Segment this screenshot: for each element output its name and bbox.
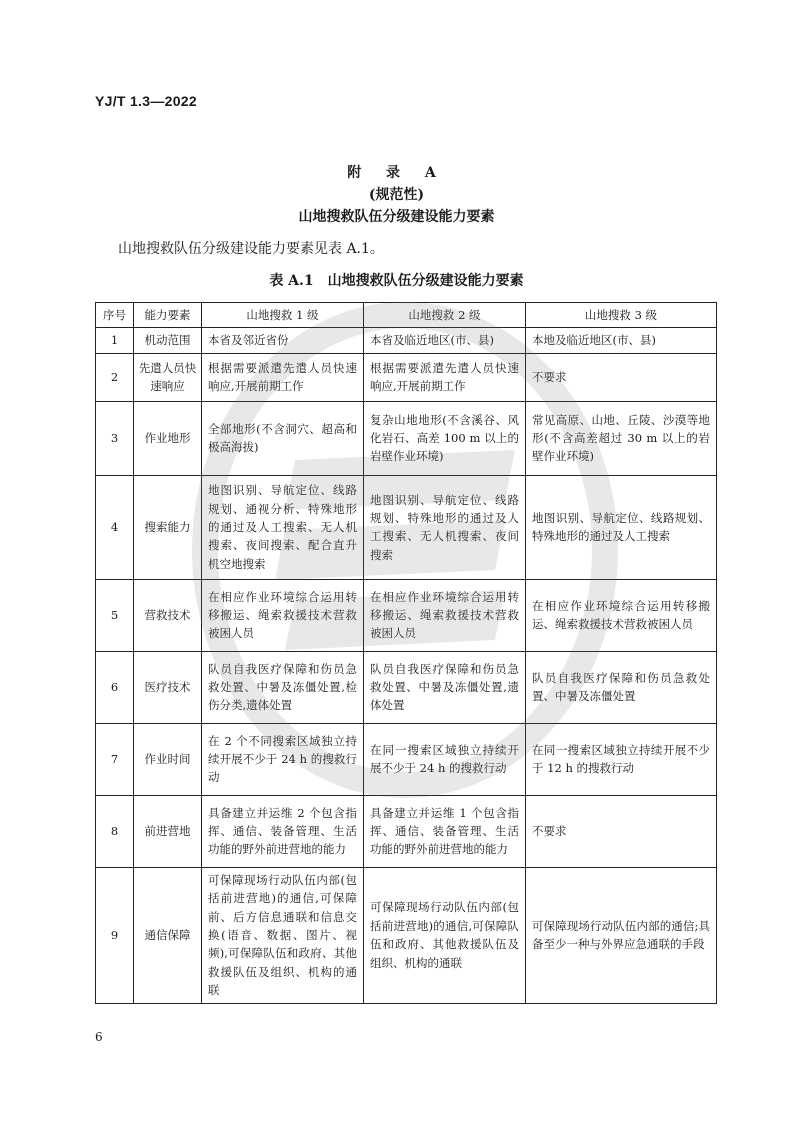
- row-element: 先遣人员快速响应: [134, 353, 202, 401]
- table-row: [96, 353, 717, 401]
- table-row: [96, 651, 717, 723]
- row-element: 前进营地: [134, 795, 202, 867]
- row-level1: 全部地形(不含洞穴、超高和极高海拔): [202, 401, 364, 475]
- row-level1: 队员自我医疗保障和伤员急救处置、中暑及冻僵处置,检伤分类,遗体处置: [202, 651, 364, 723]
- row-level3: 在相应作业环境综合运用转移搬运、绳索救援技术营救被困人员: [526, 579, 717, 651]
- row-level2: 地图识别、导航定位、线路规划、特殊地形的通过及人工搜索、无人机搜索、夜间搜索: [364, 475, 526, 579]
- row-level1: 在相应作业环境综合运用转移搬运、绳索救援技术营救被困人员: [202, 579, 364, 651]
- row-element: 搜索能力: [134, 475, 202, 579]
- row-element: 机动范围: [134, 328, 202, 353]
- row-element: 医疗技术: [134, 651, 202, 723]
- table-row: [96, 579, 717, 651]
- row-no: 6: [96, 651, 134, 723]
- row-level1: 具备建立并运维 2 个包含指挥、通信、装备管理、生活功能的野外前进营地的能力: [202, 795, 364, 867]
- row-no: 2: [96, 353, 134, 401]
- header-level2: 山地搜救 2 级: [364, 303, 526, 328]
- row-no: 9: [96, 867, 134, 1003]
- row-level2: 在相应作业环境综合运用转移搬运、绳索救援技术营救被困人员: [364, 579, 526, 651]
- row-no: 7: [96, 723, 134, 795]
- row-level2: 可保障现场行动队伍内部(包括前进营地)的通信,可保障队伍和政府、其他救援队伍及组织、机构的通联: [364, 867, 526, 1003]
- row-no: 4: [96, 475, 134, 579]
- standard-code: YJ/T 1.3—2022: [95, 93, 197, 109]
- table-row: [96, 795, 717, 867]
- header-level3: 山地搜救 3 级: [526, 303, 717, 328]
- row-level3: 本地及临近地区(市、县): [526, 328, 717, 353]
- header-element: 能力要素: [134, 303, 202, 328]
- row-level3: 不要求: [526, 353, 717, 401]
- row-level1: 本省及邻近省份: [202, 328, 364, 353]
- table-row: [96, 328, 717, 353]
- row-level3: 在同一搜索区域独立持续开展不少于 12 h 的搜救行动: [526, 723, 717, 795]
- intro-paragraph: 山地搜救队伍分级建设能力要素见表 A.1。: [118, 241, 384, 257]
- row-level2: 具备建立并运维 1 个包含指挥、通信、装备管理、生活功能的野外前进营地的能力: [364, 795, 526, 867]
- table-caption: 表 A.1 山地搜救队伍分级建设能力要素: [269, 273, 524, 289]
- table-row: [96, 475, 717, 579]
- row-level2: 根据需要派遣先遣人员快速响应,开展前期工作: [364, 353, 526, 401]
- row-level2: 在同一搜索区域独立持续开展不少于 24 h 的搜救行动: [364, 723, 526, 795]
- row-element: 通信保障: [134, 867, 202, 1003]
- row-no: 3: [96, 401, 134, 475]
- row-level2: 复杂山地地形(不含溪谷、风化岩石、高差 100 m 以上的岩壁作业环境): [364, 401, 526, 475]
- row-no: 8: [96, 795, 134, 867]
- requirements-table: [95, 302, 717, 1004]
- page-number: 6: [95, 1030, 103, 1044]
- row-no: 1: [96, 328, 134, 353]
- header-level1: 山地搜救 1 级: [202, 303, 364, 328]
- table-row: [96, 867, 717, 1003]
- row-level3: 地图识别、导航定位、线路规划、特殊地形的通过及人工搜索: [526, 475, 717, 579]
- annex-subject: 山地搜救队伍分级建设能力要素: [298, 209, 495, 225]
- annex-nature: (规范性): [368, 187, 425, 203]
- table-row: [96, 723, 717, 795]
- row-level3: 常见高原、山地、丘陵、沙漠等地形(不含高差超过 30 m 以上的岩壁作业环境): [526, 401, 717, 475]
- row-level3: 不要求: [526, 795, 717, 867]
- annex-title: 附 录 A: [347, 165, 446, 181]
- row-level2: 队员自我医疗保障和伤员急救处置、中暑及冻僵处置,遗体处置: [364, 651, 526, 723]
- table-header-row: [96, 303, 717, 328]
- row-element: 作业时间: [134, 723, 202, 795]
- row-level1: 根据需要派遣先遣人员快速响应,开展前期工作: [202, 353, 364, 401]
- row-level1: 地图识别、导航定位、线路规划、通视分析、特殊地形的通过及人工搜索、无人机搜索、夜间搜索、配合直升机空地搜索: [202, 475, 364, 579]
- row-level3: 队员自我医疗保障和伤员急救处置、中暑及冻僵处置: [526, 651, 717, 723]
- row-level3: 可保障现场行动队伍内部的通信;具备至少一种与外界应急通联的手段: [526, 867, 717, 1003]
- row-no: 5: [96, 579, 134, 651]
- row-level1: 在 2 个不同搜索区域独立持续开展不少于 24 h 的搜救行动: [202, 723, 364, 795]
- row-element: 作业地形: [134, 401, 202, 475]
- row-element: 营救技术: [134, 579, 202, 651]
- header-no: 序号: [96, 303, 134, 328]
- table-row: [96, 401, 717, 475]
- row-level2: 本省及临近地区(市、县): [364, 328, 526, 353]
- row-level1: 可保障现场行动队伍内部(包括前进营地)的通信,可保障前、后方信息通联和信息交换(语音、数据、图片、视频),可保障队伍和政府、其他救援队伍及组织、机构的通联: [202, 867, 364, 1003]
